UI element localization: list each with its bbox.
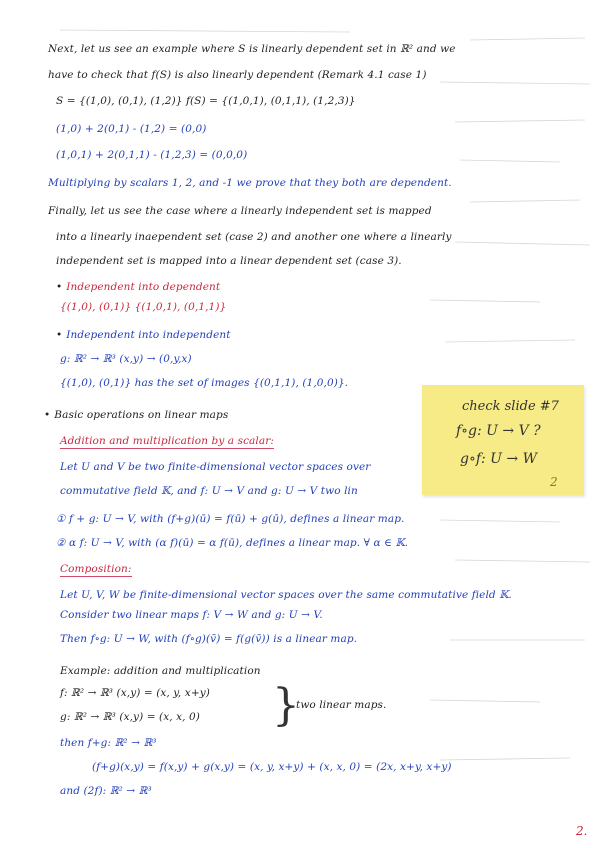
bullet-icon: • [56, 281, 63, 293]
page-number: 2. [576, 824, 588, 838]
subsection-heading [60, 564, 132, 575]
brace-icon: } [272, 680, 300, 731]
text-line: ② α f: U → V, with (α f)(ū) = α f(ū), defines a linear map. ∀ α ∈ 𝕂. [56, 537, 409, 549]
bullet-icon: • [44, 409, 51, 421]
text-line: Let U, V, W be finite-dimensional vector spaces over the same commutative field 𝕂. [60, 589, 512, 601]
text-line: and (2f): ℝ² → ℝ³ [60, 785, 152, 797]
text-line: Multiplying by scalars 1, 2, and -1 we prove that they both are dependent. [48, 177, 452, 189]
equation-line: (1,0,1) + 2(0,1,1) - (1,2,3) = (0,0,0) [56, 149, 248, 161]
sticky-note-line: f∘g: U → V ? [456, 423, 541, 439]
section-heading-label: Basic operations on linear maps [54, 409, 229, 421]
subsection-heading-label: Addition and multiplication by a scalar: [60, 435, 274, 447]
text-line: Let U and V be two finite-dimensional vector spaces over [60, 461, 371, 473]
text-line: S = {(1,0), (0,1), (1,2)} f(S) = {(1,0,1), (0,1,1), (1,2,3)} [56, 95, 356, 107]
bullet-label: Independent into dependent [66, 281, 221, 293]
subsection-heading [60, 436, 274, 447]
text-line: Then f∘g: U → W, with (f∘g)(v̄) = f(g(v̄)) is a linear map. [60, 633, 358, 645]
map-line: g: ℝ² → ℝ³ (x,y) = (x, x, 0) [60, 711, 201, 723]
set-line: {(1,0), (0,1)} has the set of images {(0,1,1), (1,0,0)}. [60, 377, 349, 389]
equation-line: (1,0) + 2(0,1) - (1,2) = (0,0) [56, 123, 207, 135]
bullet-item [56, 282, 220, 293]
bullet-label: Independent into independent [66, 329, 231, 341]
set-line: {(1,0), (0,1)} {(1,0,1), (0,1,1)} [60, 301, 227, 313]
text-line: then f+g: ℝ² → ℝ³ [60, 737, 157, 749]
bullet-item [56, 330, 231, 341]
sticky-note-line: g∘f: U → W [460, 451, 537, 467]
equation-line: (f+g)(x,y) = f(x,y) + g(x,y) = (x, y, x+y) + (x, x, 0) = (2x, x+y, x+y) [92, 761, 452, 773]
bullet-icon: • [56, 329, 63, 341]
text-line: Finally, let us see the case where a linearly independent set is mapped [48, 205, 432, 217]
map-line: f: ℝ² → ℝ³ (x,y) = (x, y, x+y) [60, 687, 210, 699]
sticky-note[interactable] [422, 385, 584, 495]
text-line: Next, let us see an example where S is linearly dependent set in ℝ² and we [48, 43, 456, 55]
text-line: commutative field 𝕂, and f: U → V and g: U → V two lin [60, 485, 358, 497]
sticky-note-line: check slide #7 [462, 399, 559, 414]
sticky-note-page-number: 2 [550, 475, 558, 489]
subsection-heading-label: Composition: [60, 563, 132, 575]
text-line: have to check that f(S) is also linearly dependent (Remark 4.1 case 1) [48, 69, 427, 81]
text-line: two linear maps. [296, 699, 387, 711]
text-line: ① f + g: U → V, with (f+g)(ū) = f(ū) + g(ū), defines a linear map. [56, 513, 405, 525]
section-heading [44, 410, 228, 421]
text-line: into a linearly inaependent set (case 2) and another one where a linearly [56, 231, 452, 243]
text-line: independent set is mapped into a linear dependent set (case 3). [56, 255, 402, 267]
map-line: g: ℝ² → ℝ³ (x,y) → (0,y,x) [60, 353, 192, 365]
example-heading: Example: addition and multiplication [60, 665, 261, 677]
text-line: Consider two linear maps f: V → W and g: U → V. [60, 609, 323, 621]
